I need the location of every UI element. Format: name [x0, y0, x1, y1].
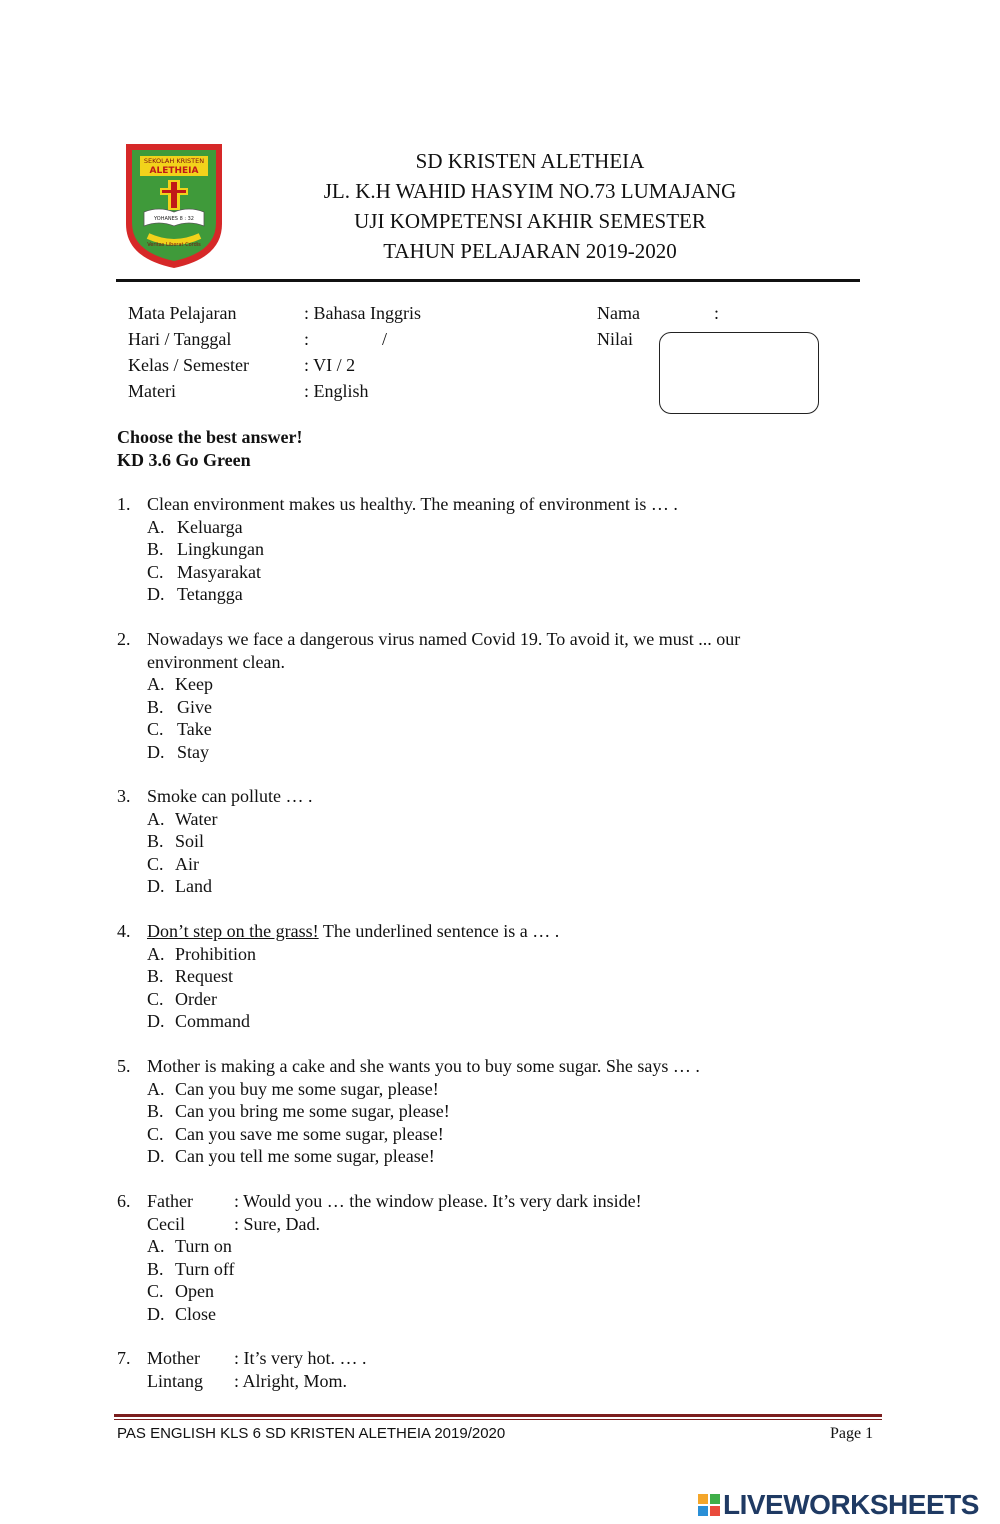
- question-text: Nowadays we face a dangerous virus named Covid 19. To avoid it, we must ... our environment clean.: [147, 629, 741, 672]
- header-school-name: SD KRISTEN ALETHEIA: [415, 149, 645, 173]
- question-number: 5.: [117, 1056, 131, 1076]
- instruction-text: Choose the best answer!: [117, 427, 303, 447]
- dialog-speaker: Mother: [147, 1348, 200, 1368]
- footer-divider-thick: [114, 1414, 882, 1417]
- option-a[interactable]: A. Water: [147, 808, 218, 829]
- page-number: Page 1: [830, 1425, 874, 1442]
- question-5: [117, 1055, 817, 1168]
- dialog-speaker: Cecil: [147, 1213, 185, 1234]
- option-a[interactable]: A. Keep: [147, 674, 213, 694]
- info-label-material: Materi: [128, 381, 176, 401]
- option-b[interactable]: B. Turn off: [147, 1258, 235, 1279]
- question-text: Don’t step on the grass! The underlined sentence is a … .: [147, 921, 560, 941]
- option-b[interactable]: B. Can you bring me some sugar, please!: [147, 1101, 450, 1121]
- logo-top-text: SEKOLAH KRISTEN: [143, 157, 205, 165]
- school-header: [260, 146, 800, 266]
- option-b[interactable]: B. Request: [147, 966, 233, 986]
- option-a[interactable]: A. Turn on: [147, 1236, 232, 1256]
- option-a[interactable]: A. Prohibition: [147, 943, 257, 964]
- liveworksheets-logo-icon: [698, 1494, 720, 1516]
- dialog-line: : It’s very hot. … .: [234, 1348, 367, 1368]
- option-d[interactable]: D. Can you tell me some sugar, please!: [147, 1146, 435, 1166]
- option-c[interactable]: C. Air: [147, 853, 199, 874]
- liveworksheets-text: LIVEWORKSHEETS: [723, 1489, 979, 1520]
- header-school-year: TAHUN PELAJARAN 2019-2020: [383, 239, 677, 263]
- option-d[interactable]: D. Land: [147, 876, 212, 896]
- question-1: [117, 493, 817, 606]
- logo-name-text: ALETHEIA: [149, 166, 199, 176]
- option-b[interactable]: B. Soil: [147, 831, 205, 851]
- info-value-material: : English: [304, 381, 369, 401]
- option-c[interactable]: C. Open: [147, 1281, 214, 1301]
- question-number: 6.: [117, 1191, 131, 1211]
- question-number: 3.: [117, 786, 131, 806]
- info-label-date: Hari / Tanggal: [128, 329, 232, 349]
- info-labels: [128, 300, 249, 404]
- question-6: [117, 1190, 817, 1325]
- option-c[interactable]: C. Take: [147, 719, 212, 739]
- underlined-sentence: Don’t step on the grass!: [147, 921, 319, 941]
- nama-colon: :: [714, 303, 720, 323]
- question-number: 2.: [117, 629, 131, 649]
- option-a[interactable]: A. Keluarga: [147, 516, 243, 537]
- question-3: [117, 785, 817, 898]
- info-value-date-row: [304, 326, 534, 352]
- option-d[interactable]: D. Close: [147, 1303, 217, 1324]
- nama-label: Nama: [597, 303, 640, 323]
- nilai-label: Nilai: [597, 329, 633, 349]
- question-7: [117, 1347, 817, 1392]
- dialog-row: [117, 1370, 817, 1393]
- dialog-line: : Sure, Dad.: [234, 1213, 320, 1234]
- option-a[interactable]: A. Can you buy me some sugar, please!: [147, 1078, 439, 1099]
- liveworksheets-watermark[interactable]: [698, 1489, 979, 1521]
- header-address: JL. K.H WAHID HASYIM NO.73 LUMAJANG: [323, 179, 737, 203]
- option-c[interactable]: C. Can you save me some sugar, please!: [147, 1123, 444, 1144]
- option-b[interactable]: B. Lingkungan: [147, 539, 264, 559]
- option-d[interactable]: D. Tetangga: [147, 584, 243, 604]
- dialog-row: [117, 1213, 817, 1236]
- nilai-score-box[interactable]: [659, 332, 819, 414]
- instruction-kd: KD 3.6 Go Green: [117, 450, 251, 470]
- instructions: [117, 426, 302, 472]
- option-d[interactable]: D. Command: [147, 1011, 250, 1031]
- dialog-speaker: Lintang: [147, 1370, 203, 1391]
- info-value-class: : VI / 2: [304, 355, 356, 375]
- option-c[interactable]: C. Order: [147, 988, 217, 1009]
- question-text: Mother is making a cake and she wants you to buy some sugar. She says … .: [147, 1056, 700, 1076]
- dialog-line: : Would you … the window please. It’s very dark inside!: [234, 1191, 642, 1211]
- info-value-date: :: [304, 329, 310, 349]
- question-text: Smoke can pollute … .: [147, 786, 313, 806]
- logo-bottom-text: Veritas Liberat Cordis: [147, 242, 201, 248]
- info-label-subject: Mata Pelajaran: [128, 303, 237, 323]
- dialog-speaker: Father: [147, 1191, 193, 1211]
- question-number: 4.: [117, 921, 131, 941]
- dialog-line: : Alright, Mom.: [234, 1370, 348, 1391]
- logo-book-text: YOHANES 8 : 32: [154, 216, 194, 222]
- header-exam-name: UJI KOMPETENSI AKHIR SEMESTER: [354, 209, 706, 233]
- question-number: 1.: [117, 494, 131, 514]
- option-d[interactable]: D. Stay: [147, 741, 210, 762]
- option-c[interactable]: C. Masyarakat: [147, 561, 261, 582]
- info-values: [304, 300, 534, 404]
- question-text: Clean environment makes us healthy. The meaning of environment is … .: [147, 494, 678, 514]
- school-logo: [122, 140, 226, 270]
- option-b[interactable]: B. Give: [147, 696, 212, 717]
- info-value-subject: : Bahasa Inggris: [304, 303, 421, 323]
- question-number: 7.: [117, 1348, 131, 1368]
- footer-title: PAS ENGLISH KLS 6 SD KRISTEN ALETHEIA 2019/2020: [117, 1425, 506, 1442]
- header-divider: [116, 279, 860, 282]
- footer-divider-thin: [114, 1419, 882, 1420]
- info-label-class: Kelas / Semester: [128, 355, 249, 375]
- info-value-date-slash: /: [382, 329, 388, 349]
- question-4: [117, 920, 817, 1033]
- question-2: [117, 628, 817, 763]
